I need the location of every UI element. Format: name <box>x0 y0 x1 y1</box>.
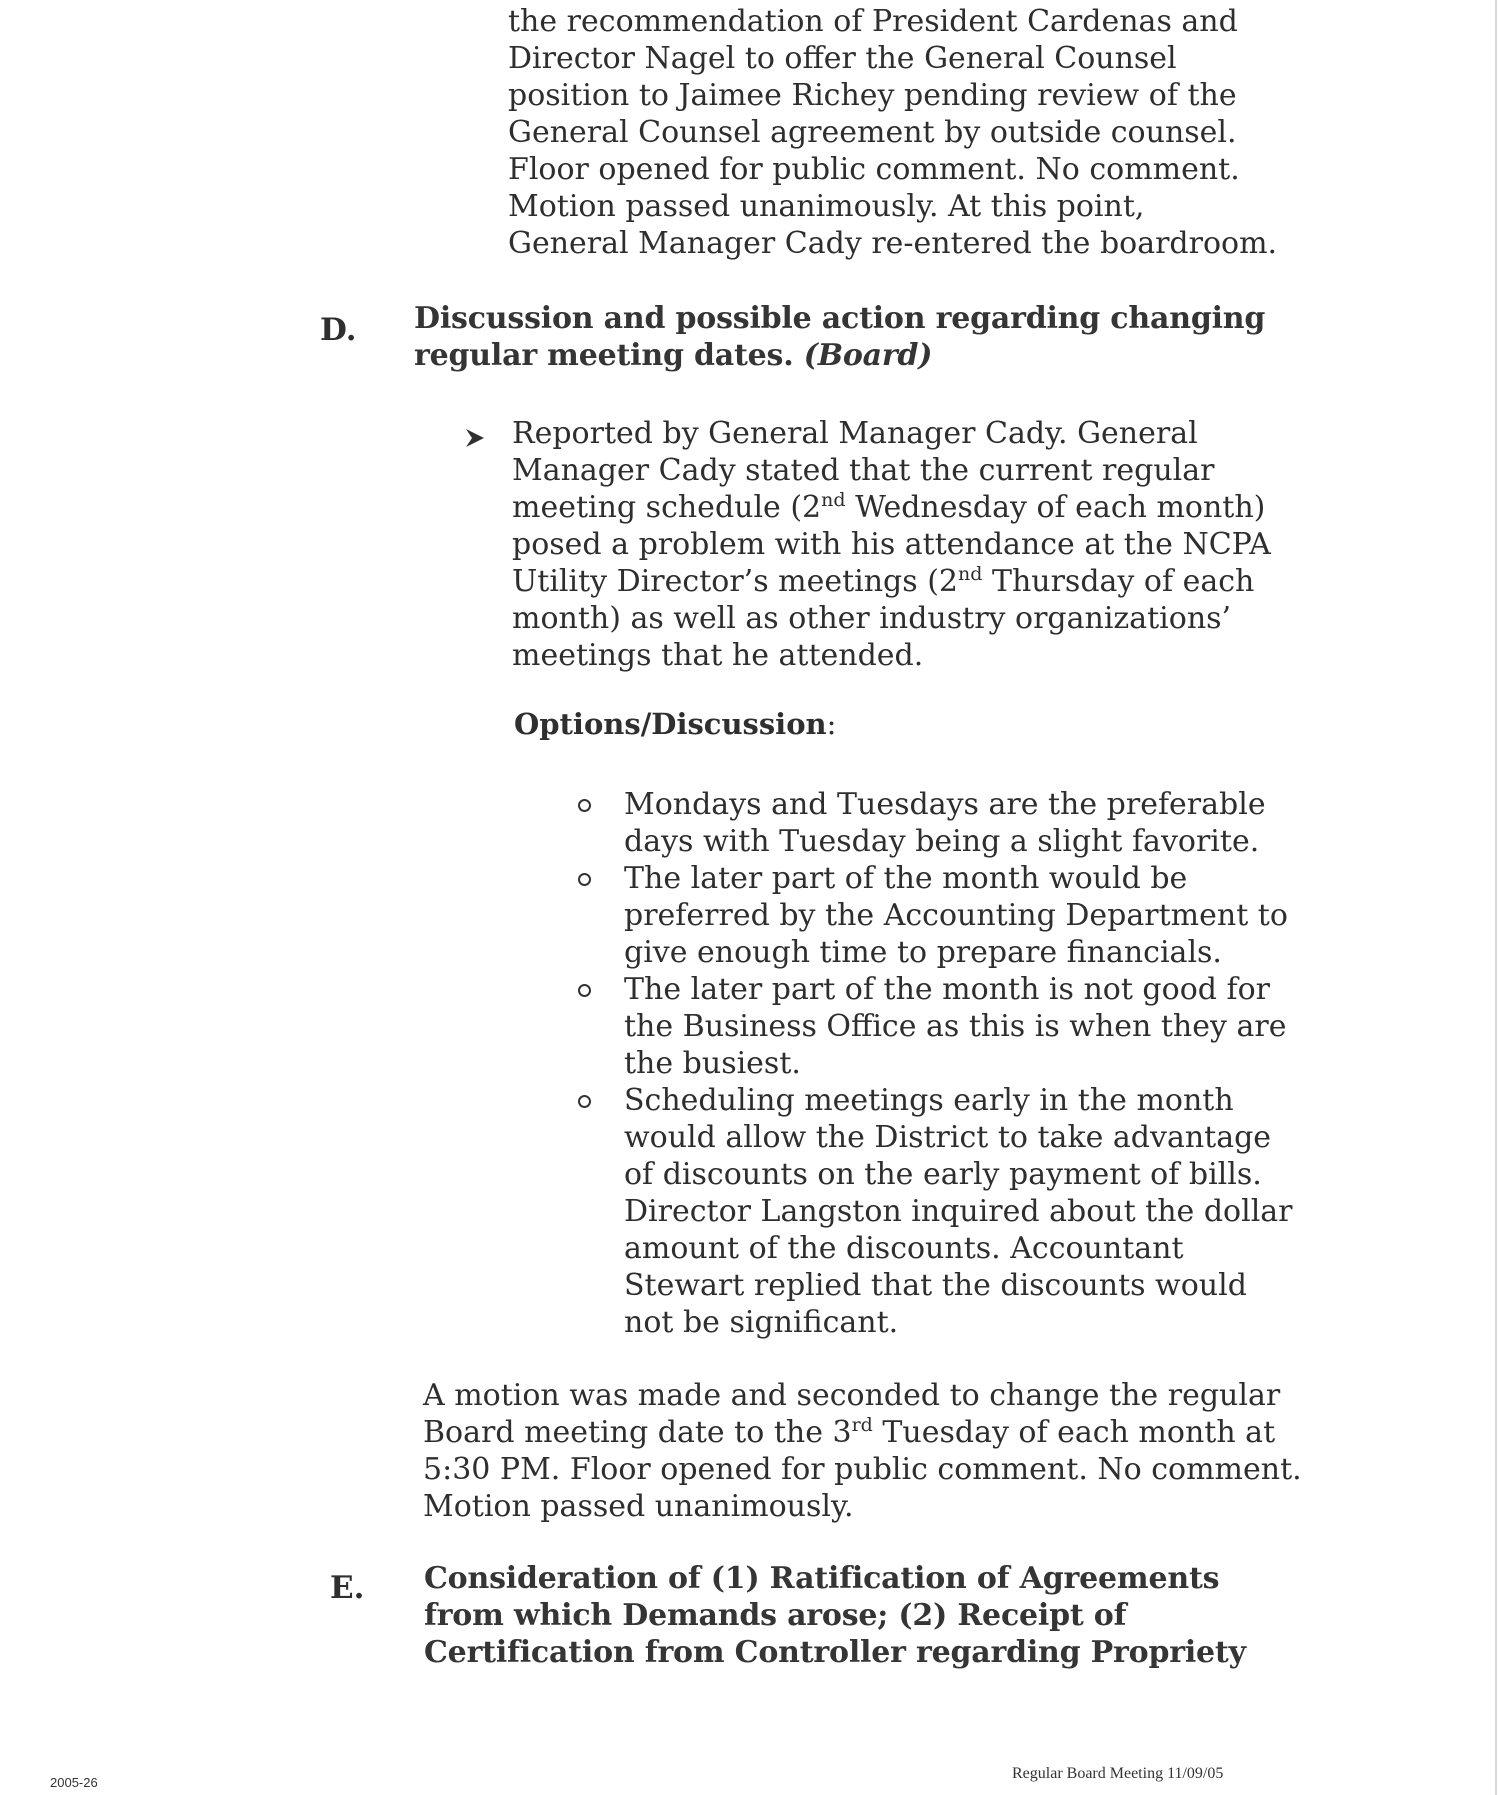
text-line: of discounts on the early payment of bills. <box>624 1157 1262 1192</box>
text-line: Director Langston inquired about the dollar <box>624 1194 1293 1229</box>
section-d-letter: D. <box>320 312 357 348</box>
text-line: Motion passed unanimously. At this point, <box>508 189 1145 224</box>
heading-line: Discussion and possible action regarding changing <box>414 301 1266 336</box>
text-line: Stewart replied that the discounts would <box>624 1268 1247 1303</box>
text-line: Reported by General Manager Cady. General <box>512 416 1198 451</box>
ordinal-suffix: nd <box>821 489 846 511</box>
heading-line: Certification from Controller regarding Propriety <box>424 1635 1246 1670</box>
ordinal-suffix: rd <box>851 1414 873 1436</box>
text-line: days with Tuesday being a slight favorite. <box>624 824 1260 859</box>
footer-page-code: 2005-26 <box>50 1775 98 1790</box>
heading-line: Consideration of (1) Ratification of Agreements <box>424 1561 1220 1596</box>
footer-meeting-label: Regular Board Meeting 11/09/05 <box>1012 1765 1224 1782</box>
text-line: give enough time to prepare financials. <box>624 935 1222 970</box>
text-span: Wednesday of each month) <box>845 490 1266 525</box>
text-line: The later part of the month would be <box>624 861 1188 896</box>
text-line <box>512 563 1271 600</box>
options-heading-colon: : <box>826 707 837 741</box>
scan-edge-line <box>1495 0 1497 1795</box>
text-line: preferred by the Accounting Department to <box>624 898 1288 933</box>
circle-bullet-icon <box>578 799 591 812</box>
text-line: amount of the discounts. Accountant <box>624 1231 1184 1266</box>
heading-line <box>414 337 1265 374</box>
text-line: the busiest. <box>624 1046 801 1081</box>
list-item <box>578 971 1338 1082</box>
heading-line: from which Demands arose; (2) Receipt of <box>424 1598 1127 1633</box>
text-span: Tuesday of each month at <box>872 1415 1276 1450</box>
text-line: the Business Office as this is when they are <box>624 1009 1287 1044</box>
heading-italic-tag: (Board) <box>803 338 933 373</box>
heading-text: regular meeting dates. <box>414 338 804 373</box>
motion-paragraph <box>423 1377 1302 1525</box>
text-span: Utility Director’s meetings (2 <box>512 564 958 599</box>
text-line: General Manager Cady re-entered the boardroom. <box>508 226 1278 261</box>
list-item <box>578 1082 1338 1341</box>
text-span: meeting schedule (2 <box>512 490 822 525</box>
text-line: would allow the District to take advantage <box>624 1120 1272 1155</box>
section-d-heading <box>414 300 1265 374</box>
text-line: 5:30 PM. Floor opened for public comment. No comment. <box>423 1452 1302 1487</box>
ordinal-suffix: nd <box>958 563 983 585</box>
text-line: position to Jaimee Richey pending review of the <box>508 78 1237 113</box>
text-span: Board meeting date to the 3 <box>423 1415 852 1450</box>
text-line: Director Nagel to offer the General Counsel <box>508 41 1177 76</box>
text-line: Motion passed unanimously. <box>423 1489 854 1524</box>
text-line: month) as well as other industry organizations’ <box>512 601 1232 636</box>
text-line: Scheduling meetings early in the month <box>624 1083 1234 1118</box>
circle-bullet-icon <box>578 984 591 997</box>
circle-bullet-icon <box>578 873 591 886</box>
text-line: posed a problem with his attendance at the NCPA <box>512 527 1271 562</box>
text-line: meetings that he attended. <box>512 638 924 673</box>
circle-bullet-icon <box>578 1095 591 1108</box>
text-line: A motion was made and seconded to change the regular <box>423 1378 1281 1413</box>
text-line: General Counsel agreement by outside counsel. <box>508 115 1237 150</box>
text-span: Thursday of each <box>982 564 1255 599</box>
section-e-letter: E. <box>330 1570 365 1606</box>
options-heading-text: Options/Discussion <box>514 707 827 741</box>
text-line: the recommendation of President Cardenas and <box>508 4 1238 39</box>
section-e-heading <box>424 1560 1246 1671</box>
list-item <box>578 786 1338 860</box>
text-line: Mondays and Tuesdays are the preferable <box>624 787 1266 822</box>
list-item <box>578 860 1338 971</box>
report-paragraph <box>512 415 1271 674</box>
options-list <box>578 786 1338 1341</box>
top-paragraph <box>508 3 1277 262</box>
text-line: not be significant. <box>624 1305 899 1340</box>
text-line: The later part of the month is not good for <box>624 972 1270 1007</box>
arrow-bullet-icon <box>464 427 486 449</box>
text-line: Manager Cady stated that the current regular <box>512 453 1215 488</box>
text-line: Floor opened for public comment. No comment. <box>508 152 1240 187</box>
text-line <box>423 1414 1302 1451</box>
options-heading <box>514 707 836 741</box>
text-line <box>512 489 1271 526</box>
